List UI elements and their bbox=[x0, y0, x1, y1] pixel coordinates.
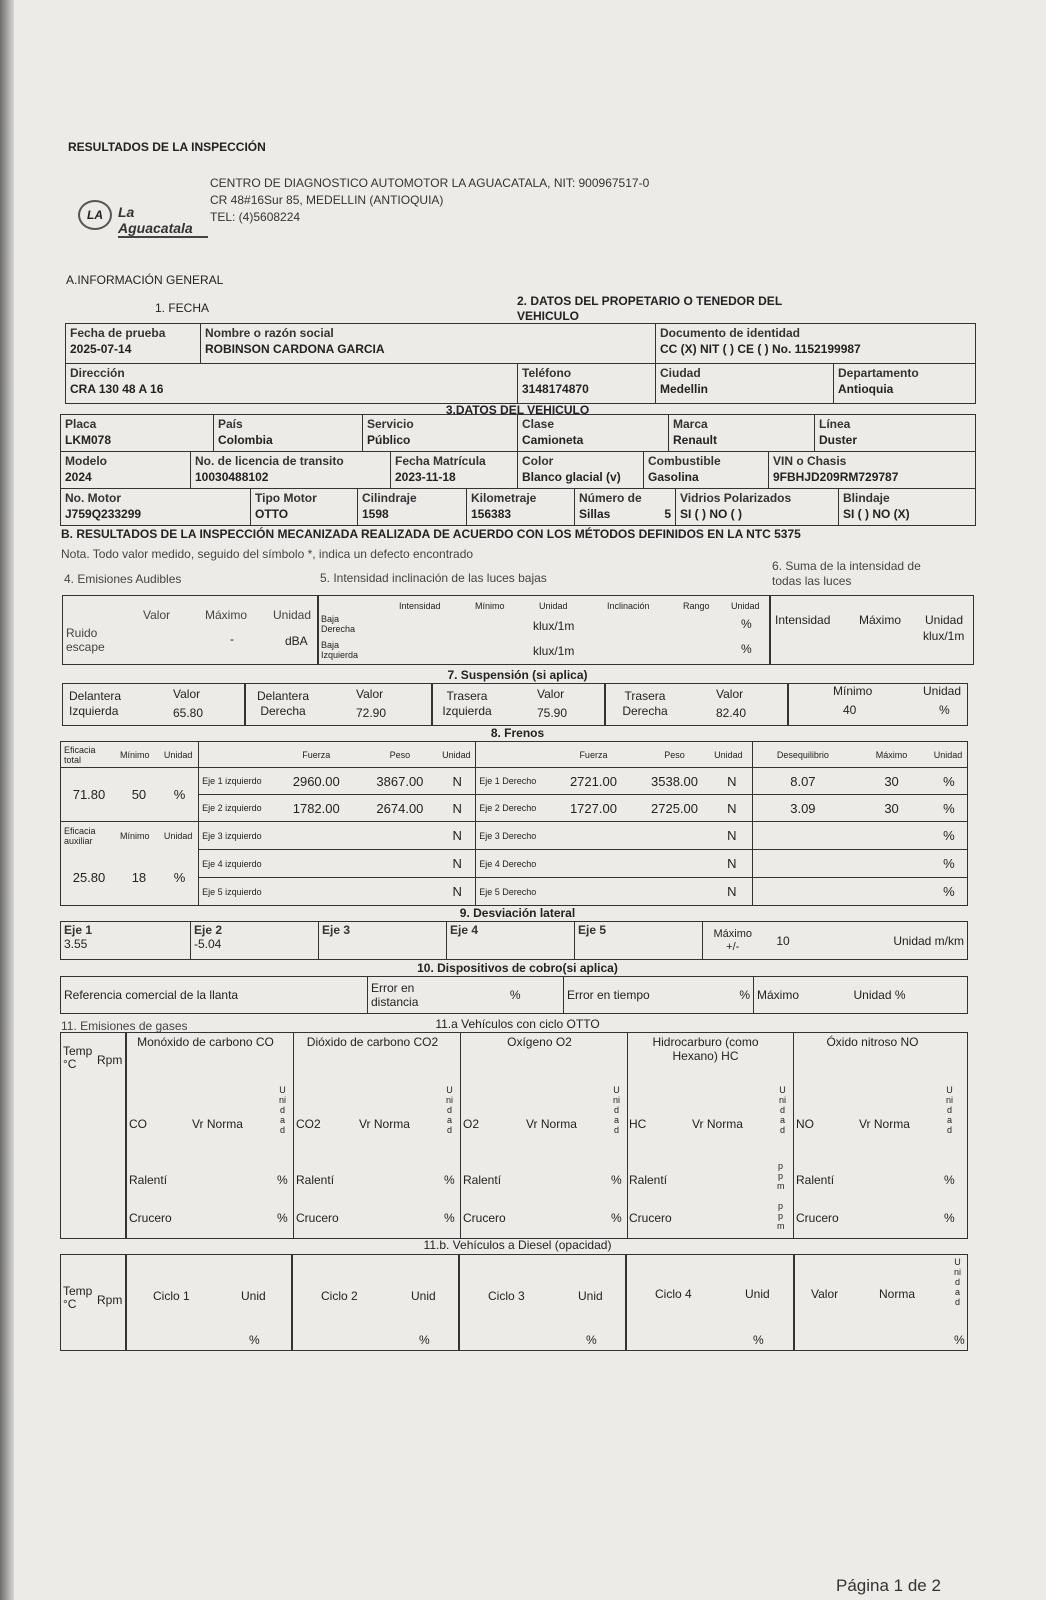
diesel-pct: % bbox=[954, 1333, 965, 1347]
eje-der-label: Eje 3 Derecho bbox=[476, 822, 549, 850]
eje-3-cell: Eje 3 bbox=[319, 922, 447, 960]
nombre-cell: Nombre o razón social ROBINSON CARDONA GARCIA bbox=[201, 324, 656, 364]
gas-crucero: Crucero bbox=[129, 1211, 172, 1225]
clase-cell: Clase Camioneta bbox=[518, 415, 669, 452]
header-unidad: Unidad bbox=[931, 742, 968, 768]
emisiones-audibles-heading: 4. Emisiones Audibles bbox=[64, 572, 182, 586]
vehicle-table bbox=[60, 414, 976, 526]
center-name: CENTRO DE DIAGNOSTICO AUTOMOTOR LA AGUACATALA, NIT: 900967517-0 bbox=[210, 176, 650, 190]
desviacion-title: 9. Desviación lateral bbox=[459, 906, 576, 920]
tipo-motor-cell: Tipo Motor OTTO bbox=[251, 489, 358, 526]
eficacia-total-unit: % bbox=[161, 768, 199, 822]
susp-label: Trasera Izquierda bbox=[442, 689, 492, 718]
header-desequilibrio: Desequilibrio bbox=[753, 742, 852, 768]
eje-der-unidad: N bbox=[711, 850, 753, 878]
ciclo-unid: Unid bbox=[578, 1289, 603, 1303]
vehicle-section-title: 3.DATOS DEL VEHICULO bbox=[445, 403, 590, 417]
placa-cell: Placa LKM078 bbox=[61, 415, 214, 452]
susp-valor: 72.90 bbox=[356, 706, 387, 720]
desviacion-unidad: Unidad m/km bbox=[804, 922, 968, 960]
ciudad-cell: Ciudad Medellin bbox=[656, 364, 834, 404]
cobro-unidad-label: Unidad % bbox=[850, 977, 967, 1014]
pais-cell: País Colombia bbox=[214, 415, 363, 452]
gas-vr-norma: Vr Norma bbox=[526, 1117, 577, 1131]
section-b-title: B. RESULTADOS DE LA INSPECCIÓN MECANIZADA REALIZADA DE ACUERDO CON LOS MÉTODOS DEFINIDOS EN LA NTC 5375 bbox=[61, 527, 801, 541]
eje-izq-label: Eje 1 izquierdo bbox=[199, 768, 272, 795]
eje-izq-peso: 3867.00 bbox=[361, 768, 439, 795]
section-b-note: Nota. Todo valor medido, seguido del símbolo *, indica un defecto encontrado bbox=[61, 547, 474, 561]
ciclo-4-label: Ciclo 4 bbox=[655, 1287, 692, 1301]
gas-code: O2 bbox=[463, 1117, 480, 1131]
error-distancia-unit: % bbox=[468, 977, 564, 1014]
header-peso-der: Peso bbox=[638, 742, 711, 768]
header-fuerza-izq: Fuerza bbox=[272, 742, 361, 768]
gas-unidad-label: Unidad bbox=[779, 1085, 787, 1135]
susp-valor: 82.40 bbox=[716, 706, 747, 720]
licencia-cell: No. de licencia de transito 10030488102 bbox=[191, 452, 391, 489]
gas-unidad-label: Unidad bbox=[446, 1085, 454, 1135]
gas-unidad-label: Unidad bbox=[613, 1085, 621, 1135]
gas-crucero-unit: % bbox=[944, 1211, 955, 1225]
desequilibrio-max: 30 bbox=[852, 795, 930, 822]
photo-edge bbox=[0, 0, 14, 1600]
cilindraje-cell: Cilindraje 1598 bbox=[358, 489, 467, 526]
desviacion-maximo-label: Máximo +/- bbox=[703, 922, 763, 960]
ciclo-pct: % bbox=[586, 1333, 597, 1347]
gas-name: Óxido nitroso NO bbox=[826, 1035, 919, 1049]
header-peso-izq: Peso bbox=[361, 742, 439, 768]
eje-5-cell: Eje 5 bbox=[575, 922, 703, 960]
color-cell: Color Blanco glacial (v) bbox=[518, 452, 644, 489]
luces-row-unit2: % bbox=[741, 642, 752, 656]
diesel-temp-label: Temp °C bbox=[63, 1284, 93, 1311]
gas-group-o2 bbox=[461, 1033, 628, 1238]
suma-luces-heading: 6. Suma de la intensidad de todas las luces bbox=[772, 559, 921, 588]
suma-intensidad-label: Intensidad bbox=[775, 613, 831, 627]
diesel-norma-label: Norma bbox=[879, 1287, 916, 1301]
linea-cell: Línea Duster bbox=[815, 415, 976, 452]
gas-crucero: Crucero bbox=[463, 1211, 506, 1225]
telefono-cell: Teléfono 3148174870 bbox=[518, 364, 656, 404]
diesel-unidad-label: Unidad bbox=[954, 1257, 962, 1307]
luces-header-unidad: Unidad bbox=[539, 601, 568, 611]
gas-name: Monóxido de carbono CO bbox=[137, 1035, 274, 1049]
owner-table bbox=[65, 323, 976, 404]
frenos-table bbox=[60, 741, 968, 906]
gas-unidad-label: Unidad bbox=[946, 1085, 954, 1135]
ciclo-3-label: Ciclo 3 bbox=[488, 1289, 525, 1303]
error-tiempo-label: Error en tiempo bbox=[564, 977, 714, 1014]
gas-ralenti-unit: ppm bbox=[777, 1161, 785, 1191]
eje-der-label: Eje 1 Derecho bbox=[476, 768, 549, 795]
gas-group-co bbox=[127, 1033, 294, 1238]
direccion-cell: Dirección CRA 130 48 A 16 bbox=[66, 364, 518, 404]
diesel-title: 11.b. Vehículos a Diesel (opacidad) bbox=[423, 1238, 612, 1252]
ruido-unidad-label: Unidad bbox=[273, 608, 312, 622]
center-phone: TEL: (4)5608224 bbox=[210, 210, 301, 224]
header-maximo: Máximo bbox=[852, 742, 930, 768]
ruido-maximo-value: - bbox=[230, 632, 234, 646]
gas-code: NO bbox=[796, 1117, 814, 1131]
luces-row-baja-izquierda: Baja Izquierda bbox=[321, 640, 359, 660]
gases-temp-label: Temp °C bbox=[63, 1044, 93, 1071]
suspension-title: 7. Suspensión (si aplica) bbox=[447, 668, 588, 682]
documento-cell: Documento de identidad CC (X) NIT ( ) CE ( ) No. 1152199987 bbox=[656, 324, 976, 364]
eficacia-auxiliar-min-label: Mínimo bbox=[117, 822, 161, 850]
diesel-valor-label: Valor bbox=[811, 1287, 839, 1301]
luces-row-unit: klux/1m bbox=[533, 644, 575, 658]
gas-crucero: Crucero bbox=[296, 1211, 339, 1225]
gas-code: HC bbox=[629, 1117, 647, 1131]
susp-valor: 65.80 bbox=[173, 706, 204, 720]
ciclo-pct: % bbox=[249, 1333, 260, 1347]
diesel-rpm-label: Rpm bbox=[97, 1293, 123, 1307]
susp-label: Delantera Derecha bbox=[256, 689, 310, 718]
luces-header-intensidad: Intensidad bbox=[399, 601, 441, 611]
susp-valor-label: Valor bbox=[173, 687, 201, 701]
gas-ralenti: Ralentí bbox=[296, 1173, 335, 1187]
eje-izq-label: Eje 4 izquierdo bbox=[199, 850, 272, 878]
cobro-title: 10. Dispositivos de cobro(si aplica) bbox=[417, 961, 618, 975]
desequilibrio-value: 8.07 bbox=[753, 768, 852, 795]
vidrios-cell: Vidrios Polarizados SI ( ) NO ( ) bbox=[676, 489, 839, 526]
departamento-cell: Departamento Antioquia bbox=[834, 364, 976, 404]
desequilibrio-unit: % bbox=[931, 822, 968, 850]
gas-ralenti: Ralentí bbox=[629, 1173, 668, 1187]
ruido-unidad-value: dBA bbox=[285, 634, 308, 648]
eje-izq-peso: 2674.00 bbox=[361, 795, 439, 822]
susp-unidad: % bbox=[939, 703, 950, 717]
susp-valor-label: Valor bbox=[356, 687, 384, 701]
gas-crucero: Crucero bbox=[796, 1211, 839, 1225]
eficacia-total-label: Eficacia total bbox=[61, 742, 117, 768]
luces-header-unidad2: Unidad bbox=[731, 601, 760, 611]
gas-name: Oxígeno O2 bbox=[507, 1035, 572, 1049]
gas-ralenti-unit: % bbox=[944, 1173, 955, 1187]
page-number: Página 1 de 2 bbox=[836, 1576, 941, 1595]
center-address: CR 48#16Sur 85, MEDELLIN (ANTIOQUIA) bbox=[210, 193, 444, 207]
cobro-maximo-label: Máximo bbox=[754, 977, 851, 1014]
company-logo bbox=[70, 196, 208, 236]
ruido-row-label: Ruido escape bbox=[66, 626, 105, 654]
eje-der-peso: 3538.00 bbox=[638, 768, 711, 795]
gas-vr-norma: Vr Norma bbox=[359, 1117, 410, 1131]
susp-label: Delantera Izquierda bbox=[69, 689, 122, 718]
eje-izq-unidad: N bbox=[439, 850, 476, 878]
gases-title: 11. Emisiones de gases bbox=[61, 1019, 188, 1033]
gas-vr-norma: Vr Norma bbox=[192, 1117, 243, 1131]
gas-group-co2 bbox=[294, 1033, 461, 1238]
header-unidad-der: Unidad bbox=[711, 742, 753, 768]
gas-ralenti: Ralentí bbox=[463, 1173, 502, 1187]
ruido-luces-table bbox=[62, 595, 974, 665]
gas-crucero-unit: ppm bbox=[777, 1201, 785, 1231]
gas-ralenti-unit: % bbox=[277, 1173, 288, 1187]
fecha-prueba-cell: Fecha de prueba 2025-07-14 bbox=[66, 324, 201, 364]
desviacion-table bbox=[60, 921, 968, 960]
marca-cell: Marca Renault bbox=[669, 415, 815, 452]
gas-group-hc bbox=[627, 1033, 794, 1238]
luces-header-rango: Rango bbox=[683, 601, 710, 611]
desequilibrio-unit: % bbox=[931, 795, 968, 822]
error-distancia-label: Error en distancia bbox=[368, 977, 468, 1014]
ciclo-pct: % bbox=[753, 1333, 764, 1347]
header-fuerza-der: Fuerza bbox=[549, 742, 638, 768]
eje-der-unidad: N bbox=[711, 878, 753, 906]
gas-code: CO2 bbox=[296, 1117, 321, 1131]
combustible-cell: Combustible Gasolina bbox=[644, 452, 769, 489]
eje-izq-label: Eje 5 izquierdo bbox=[199, 878, 272, 906]
desequilibrio-value: 3.09 bbox=[753, 795, 852, 822]
susp-unidad-label: Unidad bbox=[923, 684, 962, 698]
desequilibrio-unit: % bbox=[931, 878, 968, 906]
fecha-heading: 1. FECHA bbox=[155, 301, 210, 315]
desviacion-maximo: 10 bbox=[763, 922, 804, 960]
suma-unidad-label: Unidad bbox=[925, 613, 964, 627]
gas-ralenti-unit: % bbox=[611, 1173, 622, 1187]
ciclo-2-label: Ciclo 2 bbox=[321, 1289, 358, 1303]
eje-izq-fuerza: 2960.00 bbox=[272, 768, 361, 795]
eficacia-total-unit-label: Unidad bbox=[161, 742, 199, 768]
motor-cell: No. Motor J759Q233299 bbox=[61, 489, 251, 526]
propietario-heading: 2. DATOS DEL PROPETARIO O TENEDOR DEL VEHICULO bbox=[517, 294, 782, 323]
center-info bbox=[210, 175, 649, 226]
kilometraje-cell: Kilometraje 156383 bbox=[467, 489, 575, 526]
ciclo-unid: Unid bbox=[745, 1287, 770, 1301]
eje-izq-unidad: N bbox=[439, 768, 476, 795]
gas-vr-norma: Vr Norma bbox=[692, 1117, 743, 1131]
servicio-cell: Servicio Público bbox=[363, 415, 518, 452]
ciclo-1-label: Ciclo 1 bbox=[153, 1289, 190, 1303]
logo-text: La Aguacatala bbox=[118, 204, 208, 238]
gas-ralenti: Ralentí bbox=[796, 1173, 835, 1187]
susp-minimo-label: Mínimo bbox=[833, 684, 873, 698]
ruido-valor-label: Valor bbox=[143, 608, 171, 622]
susp-valor-label: Valor bbox=[716, 687, 744, 701]
gas-ralenti: Ralentí bbox=[129, 1173, 168, 1187]
cobro-table bbox=[60, 976, 968, 1014]
gases-rpm-label: Rpm bbox=[97, 1053, 123, 1067]
eje-der-unidad: N bbox=[711, 822, 753, 850]
ciclo-unid: Unid bbox=[411, 1289, 436, 1303]
eficacia-total-min: 50 bbox=[117, 768, 161, 822]
eje-der-label: Eje 4 Derecho bbox=[476, 850, 549, 878]
eficacia-auxiliar-unit: % bbox=[161, 850, 199, 906]
document-title: RESULTADOS DE LA INSPECCIÓN bbox=[68, 140, 266, 154]
eficacia-auxiliar-min: 18 bbox=[117, 850, 161, 906]
eje-izq-fuerza: 1782.00 bbox=[272, 795, 361, 822]
luces-row-baja-derecha: Baja Derecha bbox=[321, 614, 356, 634]
referencia-llanta-label: Referencia comercial de la llanta bbox=[61, 977, 368, 1014]
eficacia-auxiliar-unit-label: Unidad bbox=[161, 822, 199, 850]
desequilibrio-max: 30 bbox=[852, 768, 930, 795]
modelo-cell: Modelo 2024 bbox=[61, 452, 191, 489]
suma-unidad-value: klux/1m bbox=[923, 629, 965, 643]
luces-header-inclinacion: Inclinación bbox=[607, 601, 650, 611]
suma-maximo-label: Máximo bbox=[859, 613, 902, 627]
gas-crucero-unit: % bbox=[611, 1211, 622, 1225]
eje-izq-label: Eje 3 izquierdo bbox=[199, 822, 272, 850]
susp-valor-label: Valor bbox=[537, 687, 565, 701]
eje-der-unidad: N bbox=[711, 768, 753, 795]
eje-der-fuerza: 2721.00 bbox=[549, 768, 638, 795]
suspension-table bbox=[62, 683, 968, 726]
eje-izq-unidad: N bbox=[439, 878, 476, 906]
eficacia-auxiliar-label: Eficacia auxiliar bbox=[61, 822, 117, 850]
frenos-title: 8. Frenos bbox=[490, 726, 545, 740]
gas-unidad-label: Unidad bbox=[279, 1085, 287, 1135]
header-unidad-izq: Unidad bbox=[439, 742, 476, 768]
sillas-cell: Número de Sillas 5 bbox=[575, 489, 676, 526]
gases-table bbox=[60, 1032, 968, 1239]
eje-4-cell: Eje 4 bbox=[447, 922, 575, 960]
gas-crucero-unit: % bbox=[277, 1211, 288, 1225]
ciclo-pct: % bbox=[419, 1333, 430, 1347]
luces-header-minimo: Mínimo bbox=[475, 601, 505, 611]
desequilibrio-unit: % bbox=[931, 850, 968, 878]
eje-1-cell: Eje 1 3.55 bbox=[61, 922, 191, 960]
vin-cell: VIN o Chasis 9FBHJD209RM729787 bbox=[769, 452, 976, 489]
luces-row-unit2: % bbox=[741, 617, 752, 631]
gas-vr-norma: Vr Norma bbox=[859, 1117, 910, 1131]
error-tiempo-unit: % bbox=[714, 977, 754, 1014]
eje-der-fuerza: 1727.00 bbox=[549, 795, 638, 822]
luces-heading: 5. Intensidad inclinación de las luces bajas bbox=[320, 571, 547, 585]
fecha-matricula-cell: Fecha Matrícula 2023-11-18 bbox=[391, 452, 518, 489]
eje-izq-unidad: N bbox=[439, 795, 476, 822]
eje-der-peso: 2725.00 bbox=[638, 795, 711, 822]
blindaje-cell: Blindaje SI ( ) NO (X) bbox=[839, 489, 976, 526]
susp-minimo: 40 bbox=[843, 703, 857, 717]
ruido-maximo-label: Máximo bbox=[205, 608, 248, 622]
eje-der-unidad: N bbox=[711, 795, 753, 822]
gas-code: CO bbox=[129, 1117, 147, 1131]
eje-der-label: Eje 5 Derecho bbox=[476, 878, 549, 906]
gas-ralenti-unit: % bbox=[444, 1173, 455, 1187]
ciclo-unid: Unid bbox=[241, 1289, 266, 1303]
gas-name: Dióxido de carbono CO2 bbox=[306, 1035, 439, 1049]
eje-izq-unidad: N bbox=[439, 822, 476, 850]
eje-izq-label: Eje 2 izquierdo bbox=[199, 795, 272, 822]
susp-valor: 75.90 bbox=[537, 706, 568, 720]
luces-row-unit: klux/1m bbox=[533, 619, 575, 633]
eficacia-total-min-label: Mínimo bbox=[117, 742, 161, 768]
gas-crucero: Crucero bbox=[629, 1211, 672, 1225]
susp-label: Trasera Derecha bbox=[622, 689, 668, 718]
eficacia-total-value: 71.80 bbox=[61, 768, 117, 822]
gas-group-no bbox=[794, 1033, 961, 1238]
gas-name: Hidrocarburo (como Hexano) HC bbox=[652, 1035, 759, 1063]
gas-crucero-unit: % bbox=[444, 1211, 455, 1225]
eficacia-auxiliar-value: 25.80 bbox=[61, 850, 117, 906]
diesel-table bbox=[60, 1254, 968, 1351]
section-a-title: A.INFORMACIÓN GENERAL bbox=[66, 273, 224, 287]
desequilibrio-unit: % bbox=[931, 768, 968, 795]
eje-2-cell: Eje 2 -5.04 bbox=[191, 922, 319, 960]
eje-der-label: Eje 2 Derecho bbox=[476, 795, 549, 822]
logo-emblem: LA bbox=[78, 200, 112, 230]
gases-subtitle: 11.a Vehículos con ciclo OTTO bbox=[435, 1017, 600, 1031]
